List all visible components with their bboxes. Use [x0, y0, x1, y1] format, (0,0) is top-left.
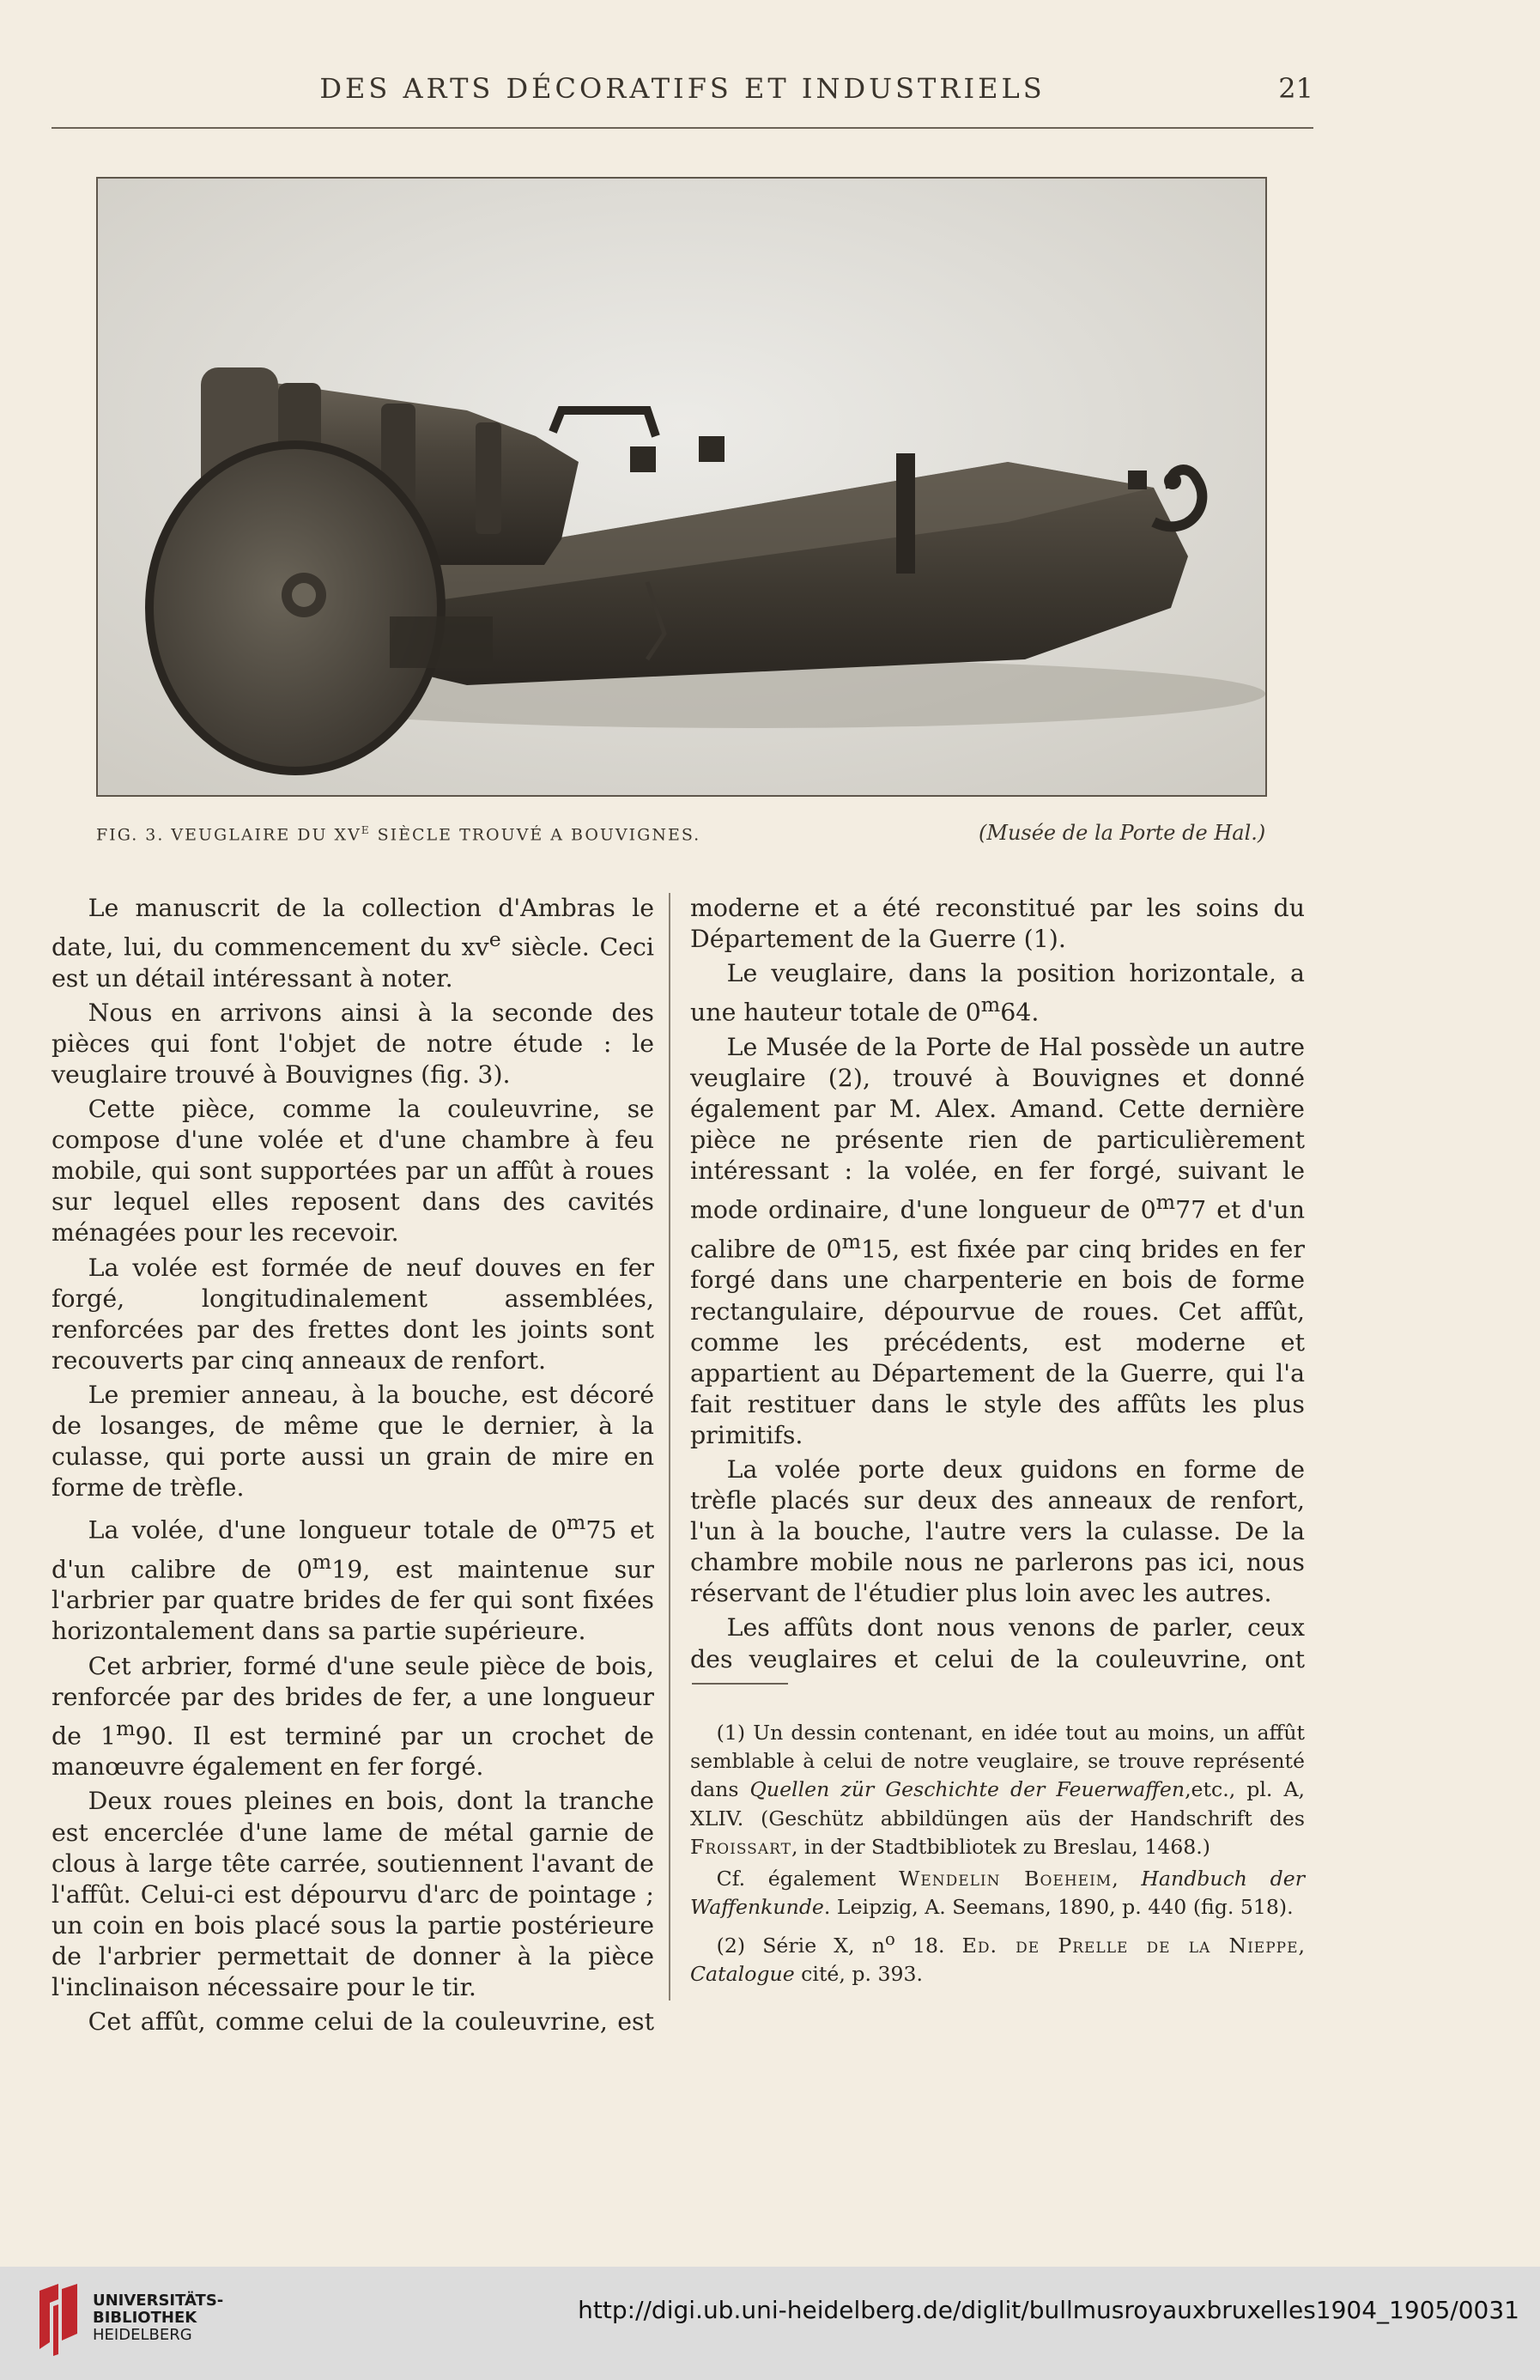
paragraph: Le manuscrit de la collection d'Ambras le date, lui, du commencement du $xv^e$ siècle. Ceci est un détail intéressant à noter. [52, 894, 654, 993]
left-column [52, 893, 654, 2041]
paragraph: Le premier anneau, à la bouche, est décoré de losanges, de même que le dernier, à la culasse, qui porte aussi un grain de mire en forme de trèfle. [52, 1380, 654, 1503]
paragraph: Nous en arrivons ainsi à la seconde des pièces qui font l'objet de notre étude : le veuglaire trouvé à Bouvignes (fig. 3). [52, 998, 654, 1089]
running-title: DES ARTS DÉCORATIFS ET INDUSTRIELS [319, 72, 1046, 105]
footnote-1: (1) Un dessin contenant, en idée tout au moins, un affût semblable à celui de notre veuglaire, se trouve représenté dans Quellen zür Geschichte der Feuerwaffen,etc., pl. A, XLIV. (Geschütz abbildüngen aüs der Handschrift des Froissart, in der Stadtbibliotek zu Breslau, 1468.) [690, 1721, 1305, 1859]
figure-caption: FIG. 3. VEUGLAIRE DU $XV^E$ SIÈCLE TROUVÉ A BOUVIGNES. [96, 824, 701, 845]
paragraph: Deux roues pleines en bois, dont la tranche est encerclée d'une lame de métal garnie de clous à large tête carrée, soutiennent l'avant de l'affût. Celui-ci est dépourvu d'arc de pointage ; un coin en bois placé sous la partie postérieure de l'arbrier permettait de donner à la pièce l'inclinaison nécessaire pour le tir. [52, 1787, 654, 2001]
paragraph: moderne et a été reconstitué par les soins du Département de la Guerre (1). [690, 894, 1305, 954]
footer-bar [0, 2267, 1540, 2380]
paragraph: Cette pièce, comme la couleuvrine, se compose d'une volée et d'une chambre à feu mobile, qui sont supportées par un affût à roues sur lequel elles reposent dans des cavités ménagées pour les recevoir. [52, 1095, 654, 1248]
footnote-2: (2) Série X, $n^o$ 18. Ed. de Prelle de la Nieppe, Catalogue cité, p. 393. [690, 1929, 1306, 1987]
footnote-rule [692, 1683, 788, 1685]
paragraph: Cet arbrier, formé d'une seule pièce de bois, renforcée par des brides de fer, a une longueur de 1$^m$90. Il est terminé par un crochet de manœuvre également en fer forgé. [52, 1651, 654, 1782]
figure-source: (Musée de la Porte de Hal.) [979, 821, 1266, 845]
source-url-link[interactable]: http://digi.ub.uni-heidelberg.de/diglit/bullmusroyauxbruxelles1904_1905/0031 [578, 2296, 1519, 2324]
footnote-1-continued: Cf. également Wendelin Boeheim, Handbuch der Waffenkunde. Leipzig, A. Seemans, 1890, p. 440 (fig. 518). [690, 1867, 1305, 1920]
paragraph: Cet affût, comme celui de la couleuvrine, est [88, 2007, 654, 2037]
library-logo-icon [33, 2282, 84, 2356]
header-rule [52, 127, 1313, 129]
paragraph: La volée, d'une longueur totale de 0$^m$75 et d'un calibre de 0$^m$19, est maintenue sur l'arbrier par quatre brides de fer qui sont fixées horizontalement dans sa partie supérieure. [52, 1510, 654, 1646]
right-column [690, 893, 1305, 1679]
column-rule [669, 893, 670, 2001]
footnotes [690, 1719, 1305, 1993]
page-number: 21 [1278, 72, 1313, 105]
cannon-photo [98, 179, 1265, 795]
paragraph: La volée est formée de neuf douves en fer forgé, longitudinalement assemblées, renforcées par des frettes dont les joints sont recouverts par cinq anneaux de renfort. [52, 1253, 654, 1375]
paragraph: Les affûts dont nous venons de parler, ceux des veuglaires et celui de la couleuvrine, ont [690, 1613, 1305, 1673]
paragraph: Le veuglaire, dans la position horizontale, a une hauteur totale de 0$^m$64. [690, 959, 1305, 1027]
library-name: UNIVERSITÄTS- BIBLIOTHEK HEIDELBERG [93, 2292, 224, 2344]
figure-photo-frame [96, 177, 1267, 797]
page-header [52, 72, 1313, 117]
paragraph: Le Musée de la Porte de Hal possède un autre veuglaire (2), trouvé à Bouvignes et donné également par M. Alex. Amand. Cette dernière pièce ne présente rien de particulièrement intéressant : la volée, en fer forgé, suivant le mode ordinaire, d'une longueur de 0$^m$77 et d'un calibre de 0$^m$15, est fixée par cinq brides en fer forgé dans une charpenterie en bois de forme rectangulaire, dépourvue de roues. Cet affût, comme les précédents, est moderne et appartient au Département de la Guerre, qui l'a fait restituer dans le style des affûts les plus primitifs. [690, 1032, 1305, 1449]
paragraph: La volée porte deux guidons en forme de trèfle placés sur deux des anneaux de renfort, l'un à la bouche, l'autre vers la culasse. De la chambre mobile nous ne parlerons pas ici, nous réservant de l'étudier plus loin avec les autres. [690, 1455, 1305, 1608]
